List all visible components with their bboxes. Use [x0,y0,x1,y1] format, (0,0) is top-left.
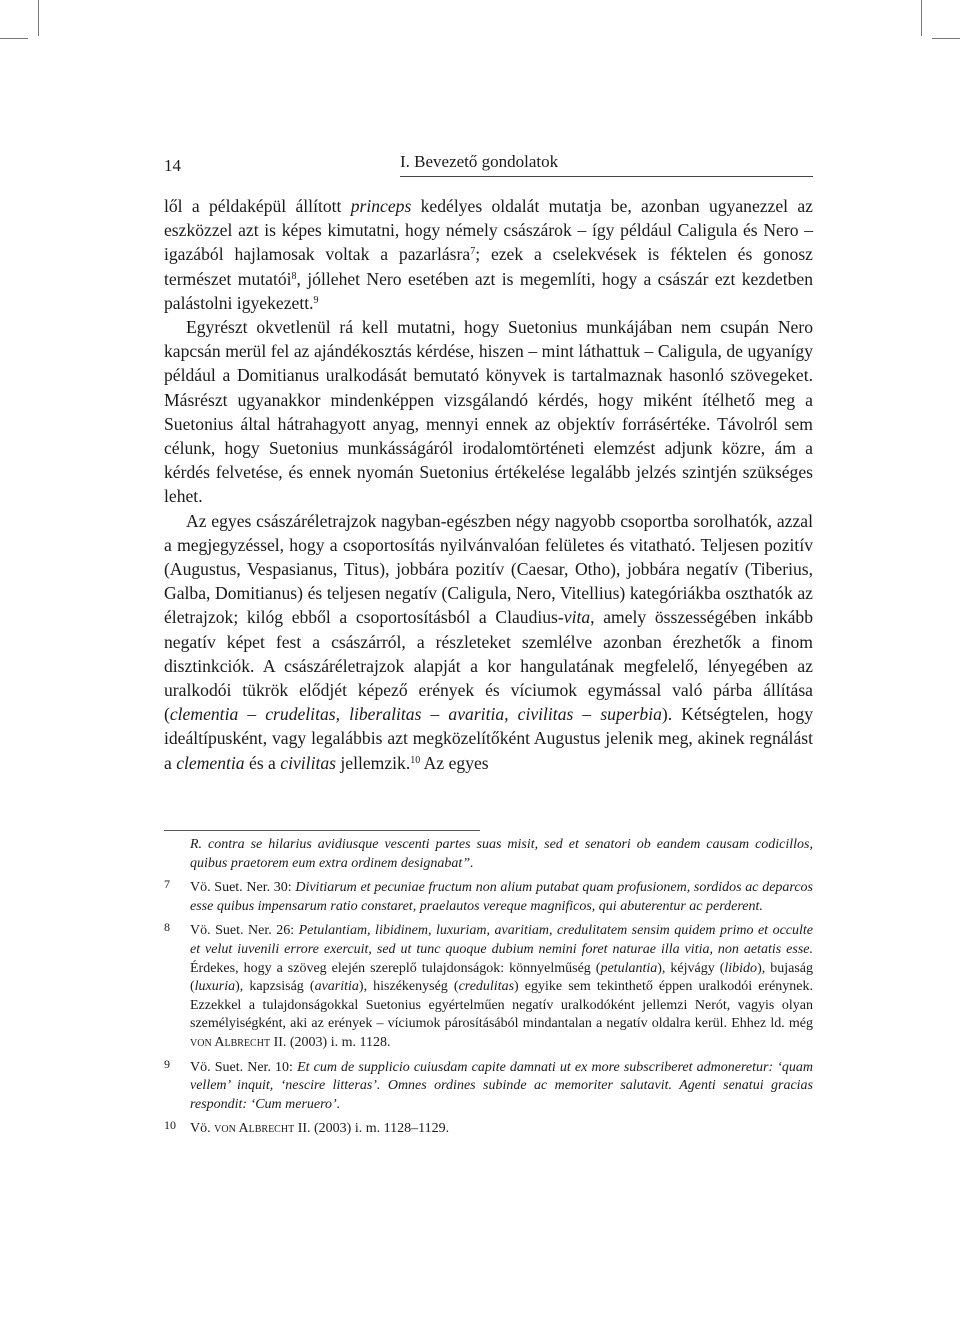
crop-mark [932,38,960,39]
footnote-separator [164,830,480,831]
footnote-8: 8 Vö. Suet. Ner. 26: Petulantiam, libidinem, luxuriam, avaritiam, credulitatem sensim quidem primo et occulte et velut iuvenili errore exercuit, sed ut tunc quoque dubium nemini foret naturae illa vitia, non aetatis esse. Érdekes, hogy a szöveg elején szereplő tulajdonságok: könnyelműség (petulantia), kéjvágy (libido), bujaság (luxuria), kapzsiság (avaritia), hiszékenység (credulitas) egyike sem tekinthető éppen uralkodói erénynek. Ezzekkel a tulajdonságokkal Suetonius egyértelműen negatív uralkodóként jellemzi Nerót, vagyis olyan személyiségként, aki az erények – víciumok párosításából mindantalan a negatív oldalra kerül. Ehhez ld. még von Albrecht II. (2003) i. m. 1128. [164,920,813,1050]
footnote-continuation: R. contra se hilarius avidiusque vescenti partes suas misit, sed et senatori ob eandem causam codicillos, quibus praetorem eum extra ordinem designabat”. [190,837,813,871]
footnote-number: 9 [164,1056,170,1071]
crop-mark [0,38,28,39]
footnote-ref[interactable]: 10 [410,754,421,766]
footnote-7: 7 Vö. Suet. Ner. 30: Divitiarum et pecuniae fructum non alium putabat quam profusionem, sordidos ac deparcos esse quibus impensarum ratio constaret, praelautos vereque magnificos, qui abuterentur ac perderent. [164,877,813,914]
footnote-number: 10 [164,1118,176,1133]
paragraph-2: Egyrészt okvetlenül rá kell mutatni, hogy Suetonius munkájában nem csupán Nero kapcsán merül fel az ajándékosztás kérdése, hiszen – mint láthattuk – Caligula, de ugyanígy például a Domitianus uralkodását bemutató könyvek is tartalmaznak hasonló szövegeket. Másrészt ugyanakkor mindenképpen vizsgálandó kérdés, hogy miként ítélhető meg a Suetonius által hátrahagyott anyag, mennyi ennek az objektív forrásértéke. Távolról sem célunk, hogy Suetonius munkásságáról irodalomtörténeti elemzést adjunk közre, ám a kérdés felvetése, és ennek nyomán Suetonius értékelése legalább jelzés szintjén szükséges lehet. [164,317,813,507]
footnote-10: 10 Vö. von Albrecht II. (2003) i. m. 1128–1129. [164,1118,450,1137]
page-number: 14 [164,156,181,175]
footnote-ref[interactable]: 9 [313,294,319,306]
crop-mark [38,0,39,36]
paragraph-3: Az egyes császáréletrajzok nagyban-egészben négy nagyobb csoportba sorolhatók, azzal a megjegyzéssel, hogy a csoportosítás nyilvánvalóan felületes és vitatható. Teljesen pozitív (Augustus, Vespasianus, Titus), jobbára pozitív (Caesar, Otho), jobbára negatív (Tiberius, Galba, Domitianus) és teljesen negatív (Caligula, Nero, Vitellius) kategóriákba oszthatók az életrajzok; kilóg ebből a csoportosításból a Claudius-vita, amely összességében inkább negatív képet fest a császárról, a részleteket szemlélve azonban érezhetők a finom disztinkciók. A császáréletrajzok alapját a kor hangulatának megfelelő, lényegében az uralkodói tükrök elődjét képező erények és víciumok egymással való párba állítása (clementia – crudelitas, liberalitas – avaritia, civilitas – superbia). Kétségtelen, hogy ideáltípusként, vagy legalábbis azt megközelítőként Augustus jelenik meg, akinek regnálást a clementia és a civilitas jellemzik.$^{10}$ Az egyes [164,510,813,773]
footnote-ref[interactable]: 8 [291,270,297,282]
header-rule [400,176,813,177]
footnote-number: 7 [164,877,170,892]
footnotes [164,836,813,1139]
crop-mark [921,0,922,36]
footnote-9: 9 Vö. Suet. Ner. 10: Et cum de supplicio cuiusdam capite damnati ut ex more subscriberet admoneretur: ‘quam vellem’ inquit, ‘nescire litteras’. Omnes ordines subinde ac memoriter salutavit. Agenti senatui gracias respondit: ‘Cum meruero’. [164,1056,813,1112]
main-text [164,194,813,775]
footnote-number: 8 [164,920,170,935]
chapter-title: I. Bevezető gondolatok [400,152,559,171]
footnote-ref[interactable]: 7 [470,246,476,258]
running-header [164,152,813,178]
paragraph-1: lől a példaképül állított princeps kedélyes oldalát mutatja be, azonban ugyanezzel az eszközzel azt is képes kimutatni, hogy némely császárok – így például Caligula és Nero – igazából hajlamosak voltak a pazarlásra$^7$; ezek a cselekvések is féktelen és gonosz természet mutatói$^8$, jóllehet Nero esetében azt is megemlíti, hogy a császár ezt kezdetben palástolni igyekezett.$^9$ [164,196,814,313]
